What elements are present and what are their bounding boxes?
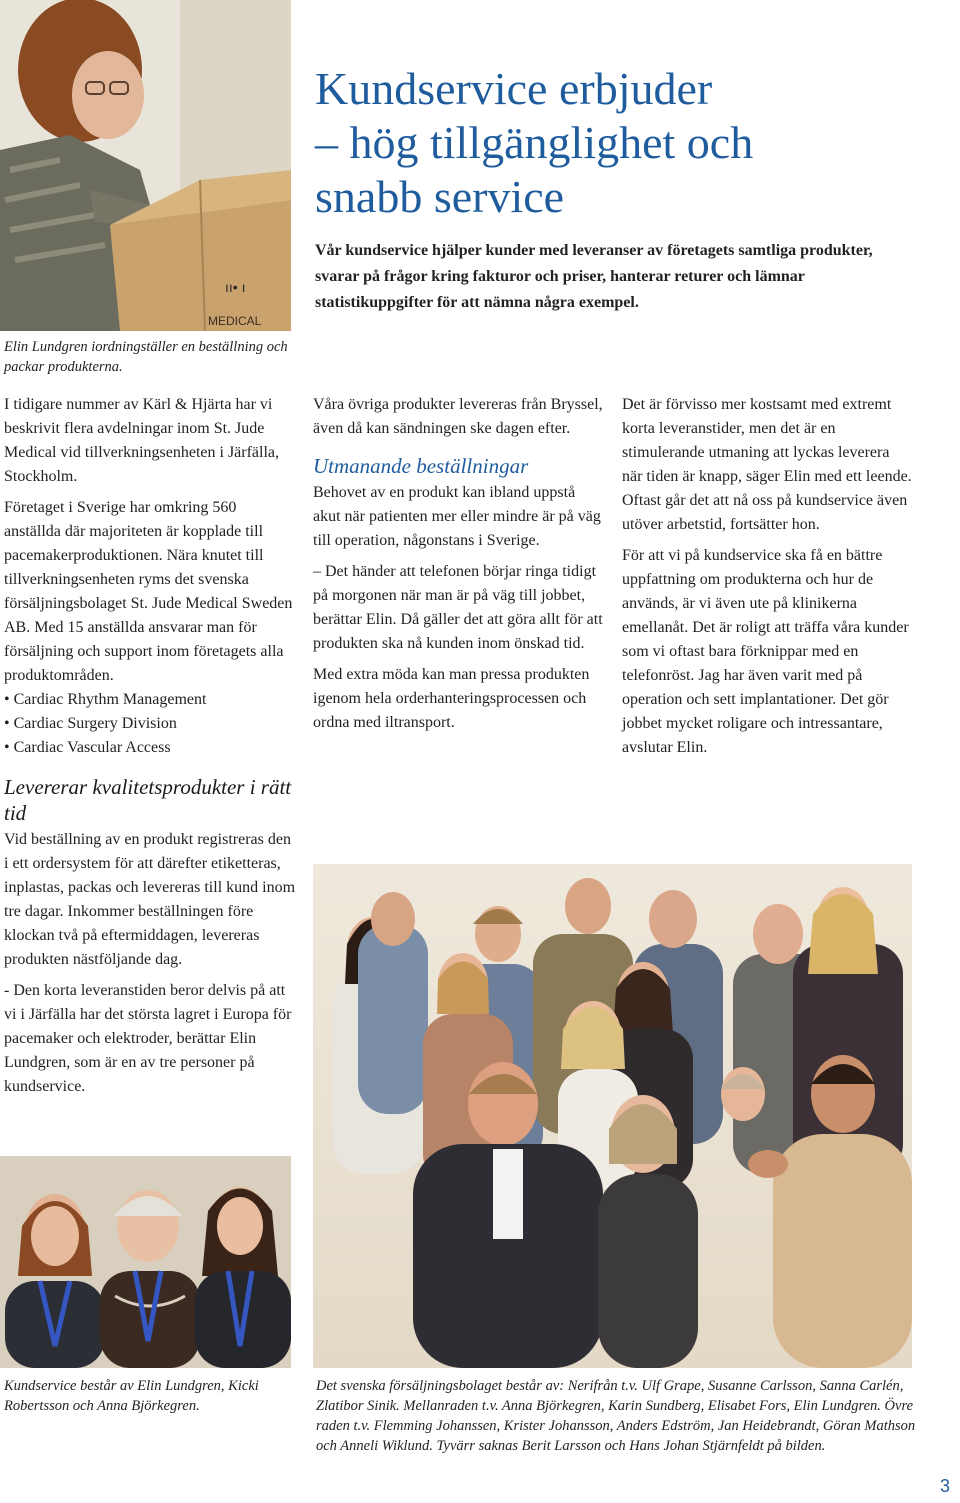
caption-sales-team: Det svenska försäljningsbolaget består av: Nerifrån t.v. Ulf Grape, Susanne Carlsson, Sanna Carlén, Zlatibor Sinik. Mellanraden t.v. Anna Björkegren, Karin Sundberg, Elisabet Fors, Elin Lundgren. Övre raden t.v. Flemming Johanssen, Krister Johansson, Anders Edström, Jan Heidebrandt, Göran Mathson och Anneli Wiklund. Tyvärr saknas Berit Larsson och Hans Johan Stjärnfeldt på bilden. — [316, 1378, 916, 1454]
article-column-2 — [313, 393, 603, 742]
col2-paragraph-2: Behovet av en produkt kan ibland uppstå akut när patienten mer eller mindre är på väg till operation, någonstans i Sverige. — [313, 484, 601, 549]
col1-paragraph-2: Företaget i Sverige har omkring 560 anställda där majoriteten är kopplade till pacemakerproduktionen. Nära knutet till tillverkningsenheten ryms det svenska försäljningsbolaget St. Jude Medical Sweden AB. Med 15 anställda ansvarar man för försäljning och support inom företagets alla produktområden. — [4, 499, 293, 684]
division-list — [4, 688, 296, 760]
article-column-1 — [4, 393, 296, 1106]
col2-paragraph-3: – Det händer att telefonen börjar ringa tidigt på morgonen när man är på väg till jobbet, berättar Elin. Då gäller det att göra allt för att produkten ska nå kunden inom önskad tid. — [313, 563, 603, 652]
division-item: • Cardiac Rhythm Management — [4, 688, 296, 712]
division-item: • Cardiac Surgery Division — [4, 712, 296, 736]
col1-paragraph-4: - Den korta leveranstiden beror delvis på att vi i Järfälla har det största lagret i Europa för pacemaker och elektroder, berättar Elin Lundgren, som är en av tre personer på kundservice. — [4, 982, 292, 1095]
photo-packing-illustration — [0, 0, 291, 331]
lead-paragraph: Vår kundservice hjälper kunder med leveranser av företagets samtliga produkter, svarar på frågor kring fakturor och priser, hanterar returer och lämnar statistikuppgifter för att nämna några exempel. — [315, 242, 873, 311]
photo-sales-team-illustration — [313, 864, 912, 1368]
page-number: 3 — [939, 1476, 950, 1496]
col2-paragraph-4: Med extra möda kan man pressa produkten igenom hela orderhanteringsprocessen och ordna med iltransport. — [313, 666, 590, 731]
caption-customer-service: Kundservice består av Elin Lundgren, Kicki Robertsson och Anna Björkegren. — [4, 1378, 259, 1414]
caption-packing: Elin Lundgren iordningställer en beställning och packar produkterna. — [4, 339, 288, 375]
photo-packing — [0, 0, 291, 331]
box-label: MEDICAL — [208, 314, 262, 328]
col1-paragraph-3: Vid beställning av en produkt registreras den i ett ordersystem för att därefter etiketteras, inplastas, packas och levereras till kund inom tre dagar. Inkommer beställningen före klockan två på eftermiddagen, levereras produkten nästföljande dag. — [4, 831, 296, 968]
col1-paragraph-1: I tidigare nummer av Kärl & Hjärta har vi beskrivit flera avdelningar inom St. Jude Medical vid tillverkningsenheten i Järfälla, Stockholm. — [4, 396, 280, 485]
col2-subheading: Utmanande beställningar — [313, 454, 529, 478]
box-marks: ıı• ı — [225, 279, 246, 295]
page-title: Kundservice erbjuder – hög tillgänglighet och snabb service — [315, 63, 754, 222]
col3-paragraph-2: För att vi på kundservice ska få en bättre uppfattning om produkterna och hur de används, är vi även ute på klinikerna emellanåt. Det är roligt att träffa våra kunder som vi oftast bara förknippar med en telefonröst. Jag har även varit med på operation och sett implantationer. Det gör jobbet mycket roligare och intressantare, avslutar Elin. — [622, 547, 909, 756]
col3-paragraph-1: Det är förvisso mer kostsamt med extremt korta leveranstider, men det är en stimulerande utmaning att lyckas leverera när tiden är knapp, säger Elin med ett leende. Oftast går det att nå oss på kundservice även utöver arbetstid, fortsätter hon. — [622, 396, 912, 533]
photo-customer-service — [0, 1156, 291, 1368]
col2-paragraph-1: Våra övriga produkter levereras från Bryssel, även då kan sändningen ske dagen efter. — [313, 396, 603, 437]
division-item: • Cardiac Vascular Access — [4, 736, 296, 760]
photo-sales-team — [313, 864, 912, 1368]
col1-subheading: Levererar kvalitetsprodukter i rätt tid — [4, 775, 292, 825]
article-column-3 — [622, 393, 912, 767]
photo-customer-service-illustration — [0, 1156, 291, 1368]
